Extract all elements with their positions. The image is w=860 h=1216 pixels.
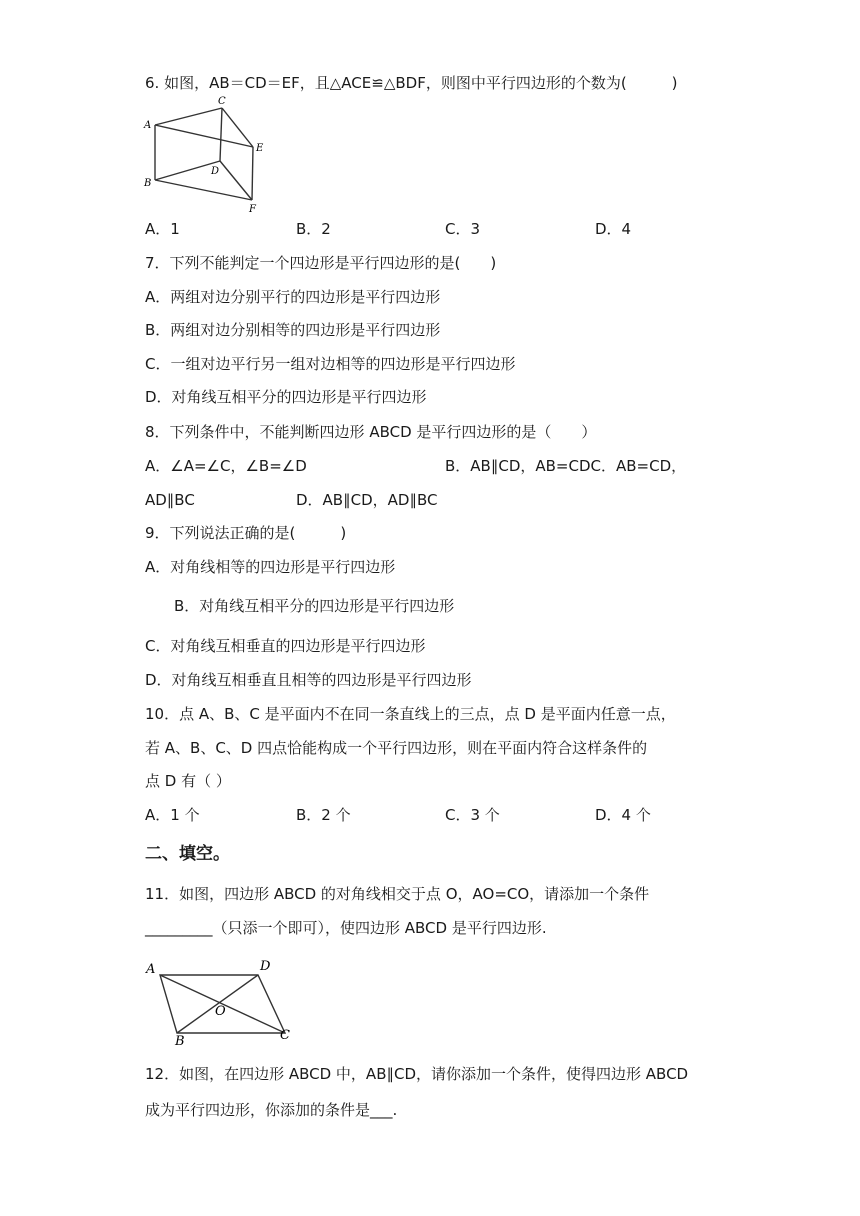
q6-stem: 6. 如图，AB＝CD＝EF，且△ACE≌△BDF，则图中平行四边形的个数为( ) <box>145 74 678 92</box>
q11-figure <box>140 955 300 1047</box>
q6-option-c[interactable]: C．3 <box>445 220 481 238</box>
q8-option-c-cont[interactable]: AD∥BC <box>145 491 195 509</box>
q11-label-a: A <box>146 962 156 977</box>
q10-option-b[interactable]: B．2 个 <box>296 806 351 824</box>
q6-option-a[interactable]: A．1 <box>145 220 180 238</box>
q11-label-b: B <box>175 1034 185 1047</box>
q12-stem-line1: 12．如图，在四边形 ABCD 中，AB∥CD，请你添加一个条件，使得四边形 ABCD <box>145 1065 689 1083</box>
q11-stem-line1: 11．如图，四边形 ABCD 的对角线相交于点 O，AO=CO，请添加一个条件 <box>145 885 650 903</box>
section-fill-in-title: 二、填空。 <box>145 844 230 864</box>
q7-stem: 7．下列不能判定一个四边形是平行四边形的是( ) <box>145 254 497 272</box>
q11-label-d: D <box>260 959 271 974</box>
q9-stem: 9．下列说法正确的是( ) <box>145 524 347 542</box>
q6-label-d: D <box>211 166 220 177</box>
q8-option-d[interactable]: D．AB∥CD，AD∥BC <box>296 491 438 509</box>
q11-label-c: C <box>280 1028 290 1043</box>
q7-option-a[interactable]: A．两组对边分别平行的四边形是平行四边形 <box>145 288 441 306</box>
q11-stem-line2[interactable]: _________（只添一个即可），使四边形 ABCD 是平行四边形. <box>145 919 547 937</box>
q12-stem-line2[interactable]: 成为平行四边形，你添加的条件是___. <box>145 1101 398 1119</box>
q6-figure <box>140 95 270 215</box>
q11-label-o: O <box>215 1004 226 1019</box>
q6-option-d[interactable]: D．4 <box>595 220 632 238</box>
q10-stem-line2: 若 A、B、C、D 四点恰能构成一个平行四边形，则在平面内符合这样条件的 <box>145 739 648 757</box>
q6-label-a: A <box>144 120 152 131</box>
q6-option-b[interactable]: B．2 <box>296 220 331 238</box>
q9-option-a[interactable]: A．对角线相等的四边形是平行四边形 <box>145 558 396 576</box>
q6-label-f: F <box>249 204 256 215</box>
q6-label-c: C <box>218 96 226 107</box>
q10-option-a[interactable]: A．1 个 <box>145 806 200 824</box>
q9-option-c[interactable]: C．对角线互相垂直的四边形是平行四边形 <box>145 637 426 655</box>
q6-label-e: E <box>256 143 264 154</box>
q6-label-b: B <box>144 178 152 189</box>
q9-option-b[interactable]: B．对角线互相平分的四边形是平行四边形 <box>174 597 455 615</box>
q8-stem: 8．下列条件中，不能判断四边形 ABCD 是平行四边形的是（ ） <box>145 423 597 441</box>
q10-option-c[interactable]: C．3 个 <box>445 806 500 824</box>
q7-option-c[interactable]: C．一组对边平行另一组对边相等的四边形是平行四边形 <box>145 355 516 373</box>
q7-option-d[interactable]: D．对角线互相平分的四边形是平行四边形 <box>145 388 427 406</box>
q9-option-d[interactable]: D．对角线互相垂直且相等的四边形是平行四边形 <box>145 671 472 689</box>
q10-stem-line1: 10．点 A、B、C 是平面内不在同一条直线上的三点，点 D 是平面内任意一点， <box>145 705 676 723</box>
q7-option-b[interactable]: B．两组对边分别相等的四边形是平行四边形 <box>145 321 441 339</box>
q10-option-d[interactable]: D．4 个 <box>595 806 651 824</box>
q8-option-a[interactable]: A．∠A=∠C，∠B=∠D <box>145 457 307 475</box>
q8-options-b-c[interactable]: B．AB∥CD，AB=CDC．AB=CD， <box>445 457 687 475</box>
q10-stem-line3: 点 D 有（ ） <box>145 772 231 790</box>
